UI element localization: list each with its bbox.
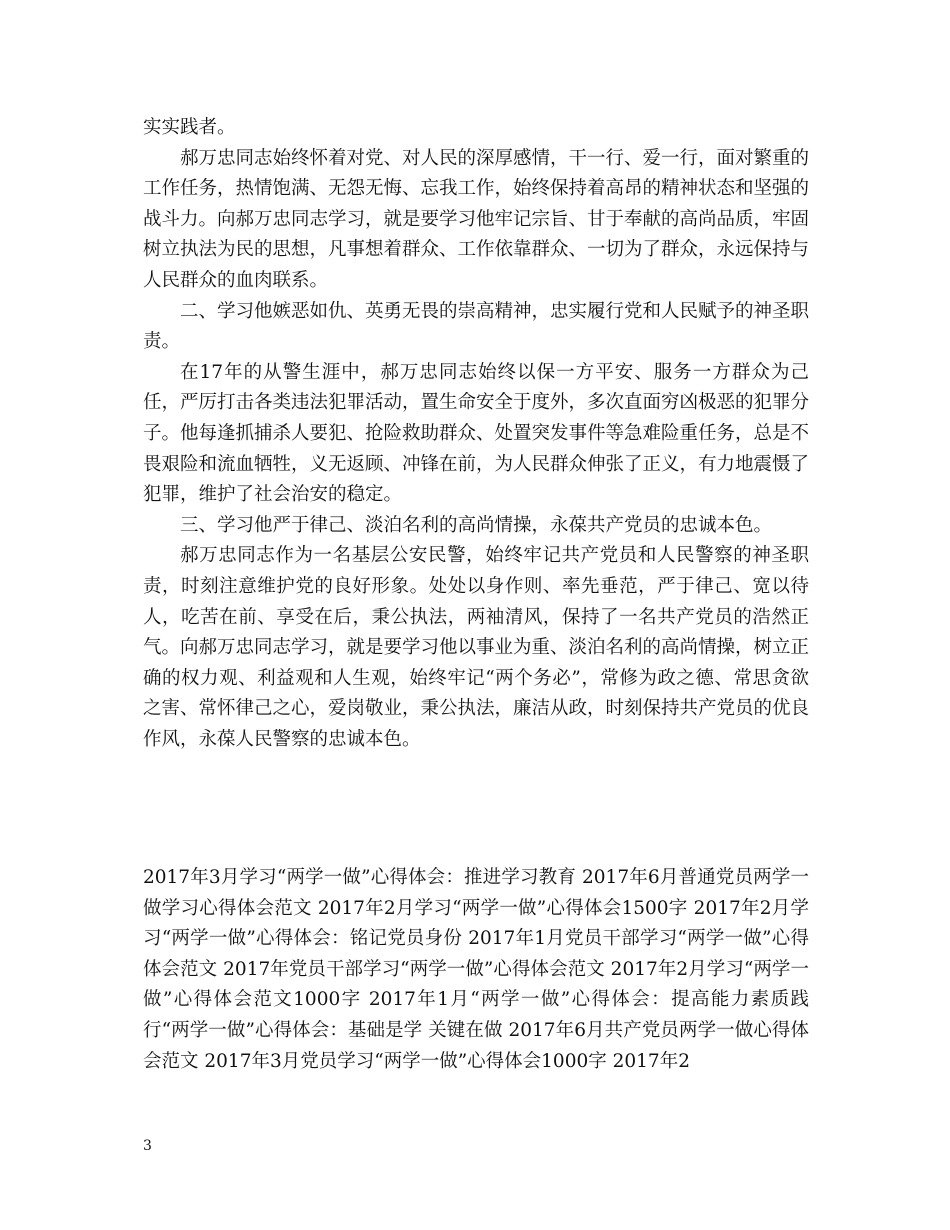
paragraph-1: 郝万忠同志始终怀着对党、对人民的深厚感情，干一行、爱一行，面对繁重的工作任务，热情饱满、无怨无悔、忘我工作，始终保持着高昂的精神状态和坚强的战斗力。向郝万忠同志学习，就是要学习他牢记宗旨、甘于奉献的高尚品质，牢固树立执法为民的思想，凡事想着群众、工作依靠群众、一切为了群众，永远保持与人民群众的血肉联系。 bbox=[143, 147, 810, 291]
section-heading-3: 三、学习他严于律己、淡泊名利的高尚情操，永葆共产党员的忠诚本色。 bbox=[180, 514, 773, 536]
paragraph-3: 在17年的从警生涯中，郝万忠同志始终以保一方平安、服务一方群众为己任，严厉打击各类违法犯罪活动，置生命安全于度外，多次直面穷凶极恶的犯罪分子。他每逢抓捕杀人要犯、抢险救助群众、处置突发事件等急难险重任务，总是不畏艰险和流血牺牲，义无返顾、冲锋在前，为人民群众伸张了正义，有力地震慑了犯罪，维护了社会治安的稳定。 bbox=[143, 361, 810, 506]
page-number: 3 bbox=[143, 1138, 152, 1154]
document-body bbox=[143, 113, 809, 755]
section-heading-2: 二、学习他嫉恶如仇、英勇无畏的崇高精神，忠实履行党和人民赋予的神圣职责。 bbox=[143, 300, 810, 353]
related-articles-text: 2017年3月学习“两学一做”心得体会：推进学习教育 2017年6月普通党员两学一做学习心得体会范文 2017年2月学习“两学一做”心得体会1500字 2017年2月学习“两学一做”心得体会：铭记党员身份 2017年1月党员干部学习“两学一做”心得体会范文 2017年党员干部学习“两学一做”心得体会范文 2017年2月学习“两学一做”心得体会范文1000字 2017年1月“两学一做”心得体会：提高能力素质践行“两学一做”心得体会：基础是学 关键在做 2017年6月共产党员两学一做心得体会范文 2017年3月党员学习“两学一做”心得体会1000字 2017年2 bbox=[143, 867, 809, 1072]
paragraph-5: 郝万忠同志作为一名基层公安民警，始终牢记共产党员和人民警察的神圣职责，时刻注意维护党的良好形象。处处以身作则、率先垂范，严于律己、宽以待人，吃苦在前、享受在后，秉公执法，两袖清风，保持了一名共产党员的浩然正气。向郝万忠同志学习，就是要学习他以事业为重、淡泊名利的高尚情操，树立正确的权力观、利益观和人生观，始终牢记“两个务必”，常修为政之德、常思贪欲之害、常怀律己之心，爱岗敬业，秉公执法，廉洁从政，时刻保持共产党员的优良作风，永葆人民警察的忠诚本色。 bbox=[143, 545, 810, 750]
paragraph-0: 实实践者。 bbox=[143, 117, 236, 138]
